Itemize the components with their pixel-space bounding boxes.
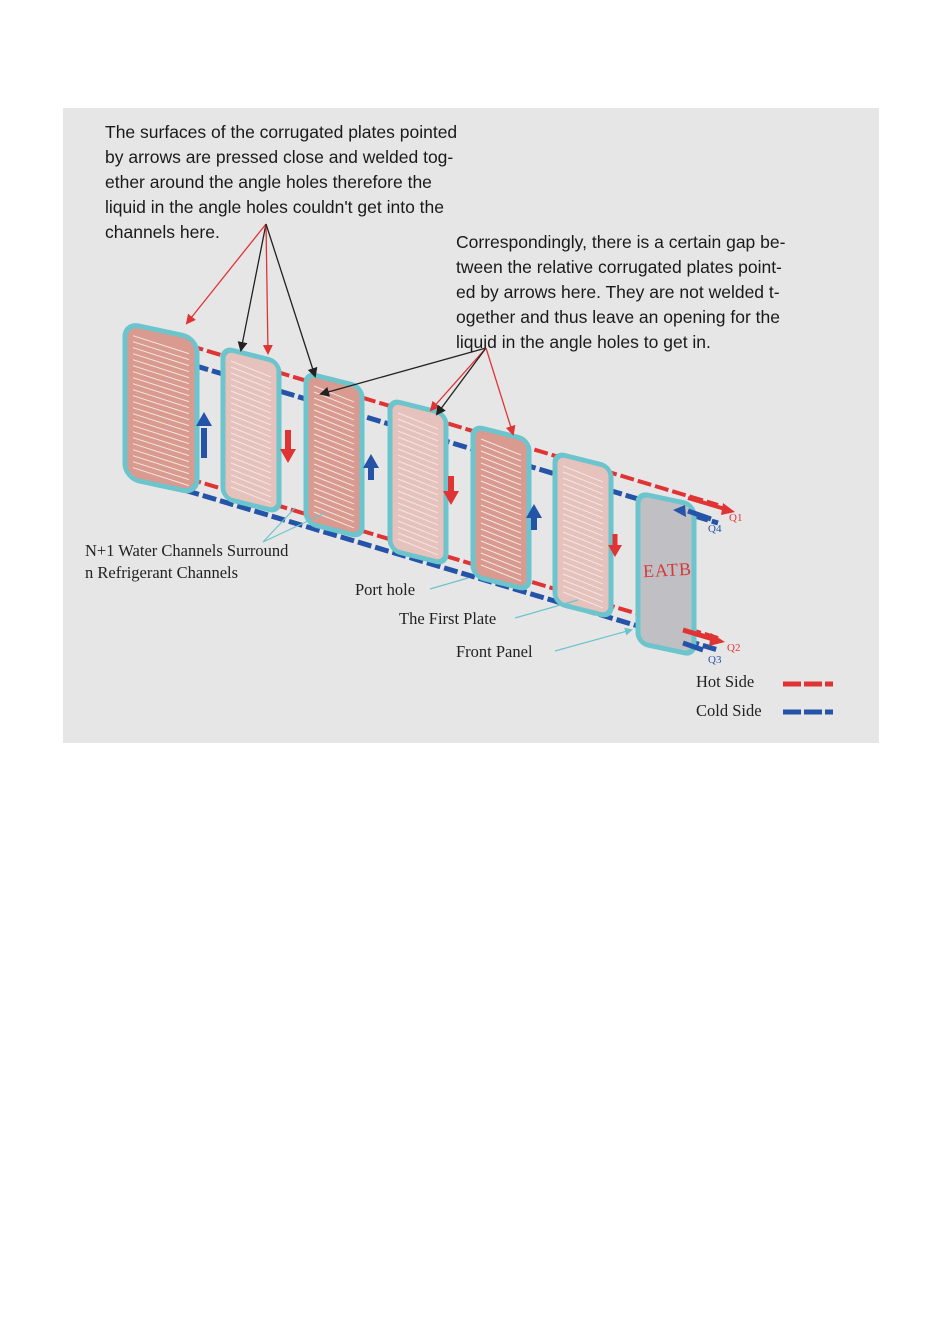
hot-down-arrowhead [280,449,296,463]
cold-up-arrowhead-2 [363,454,379,468]
legend-swatches [783,684,833,712]
legend-hot-label: Hot Side [696,672,755,691]
pointer-black-2 [266,224,315,376]
q3-label: Q3 [708,654,722,666]
pointer-red-3 [431,348,486,410]
port-hole-leader [430,578,468,589]
channels-label-line1: N+1 Water Channels Surround [85,541,289,560]
plate-group [125,323,694,655]
legend-cold-label: Cold Side [696,701,762,720]
front-panel-label: Front Panel [456,642,533,661]
q4-label: Q4 [708,523,722,535]
heat-exchanger-diagram [63,108,879,743]
port-hole-label: Port hole [355,580,416,599]
pointer-red-4 [486,348,513,434]
pointer-black-4 [437,348,486,414]
q2-arrowhead [709,633,725,646]
front-panel-leader [555,630,631,651]
q1-label: Q1 [729,512,743,524]
brand-label: EATB [642,558,693,582]
gap-note: Correspondingly, there is a certain gap be- tween the relative corrugated plates point- ed by arrows here. They are not welded t- ogether and thus leave an opening for the liquid in the angle holes to get in. [456,232,786,352]
welded-note: The surfaces of the corrugated plates pointed by arrows are pressed close and welded tog- ether around the angle holes therefore the liquid in the angle holes couldn't get into the channels here. [105,122,458,242]
q2-label: Q2 [727,642,741,654]
first-plate-leader [515,600,578,618]
channels-label-line2: n Refrigerant Channels [85,563,239,582]
first-plate-label: The First Plate [399,609,497,628]
